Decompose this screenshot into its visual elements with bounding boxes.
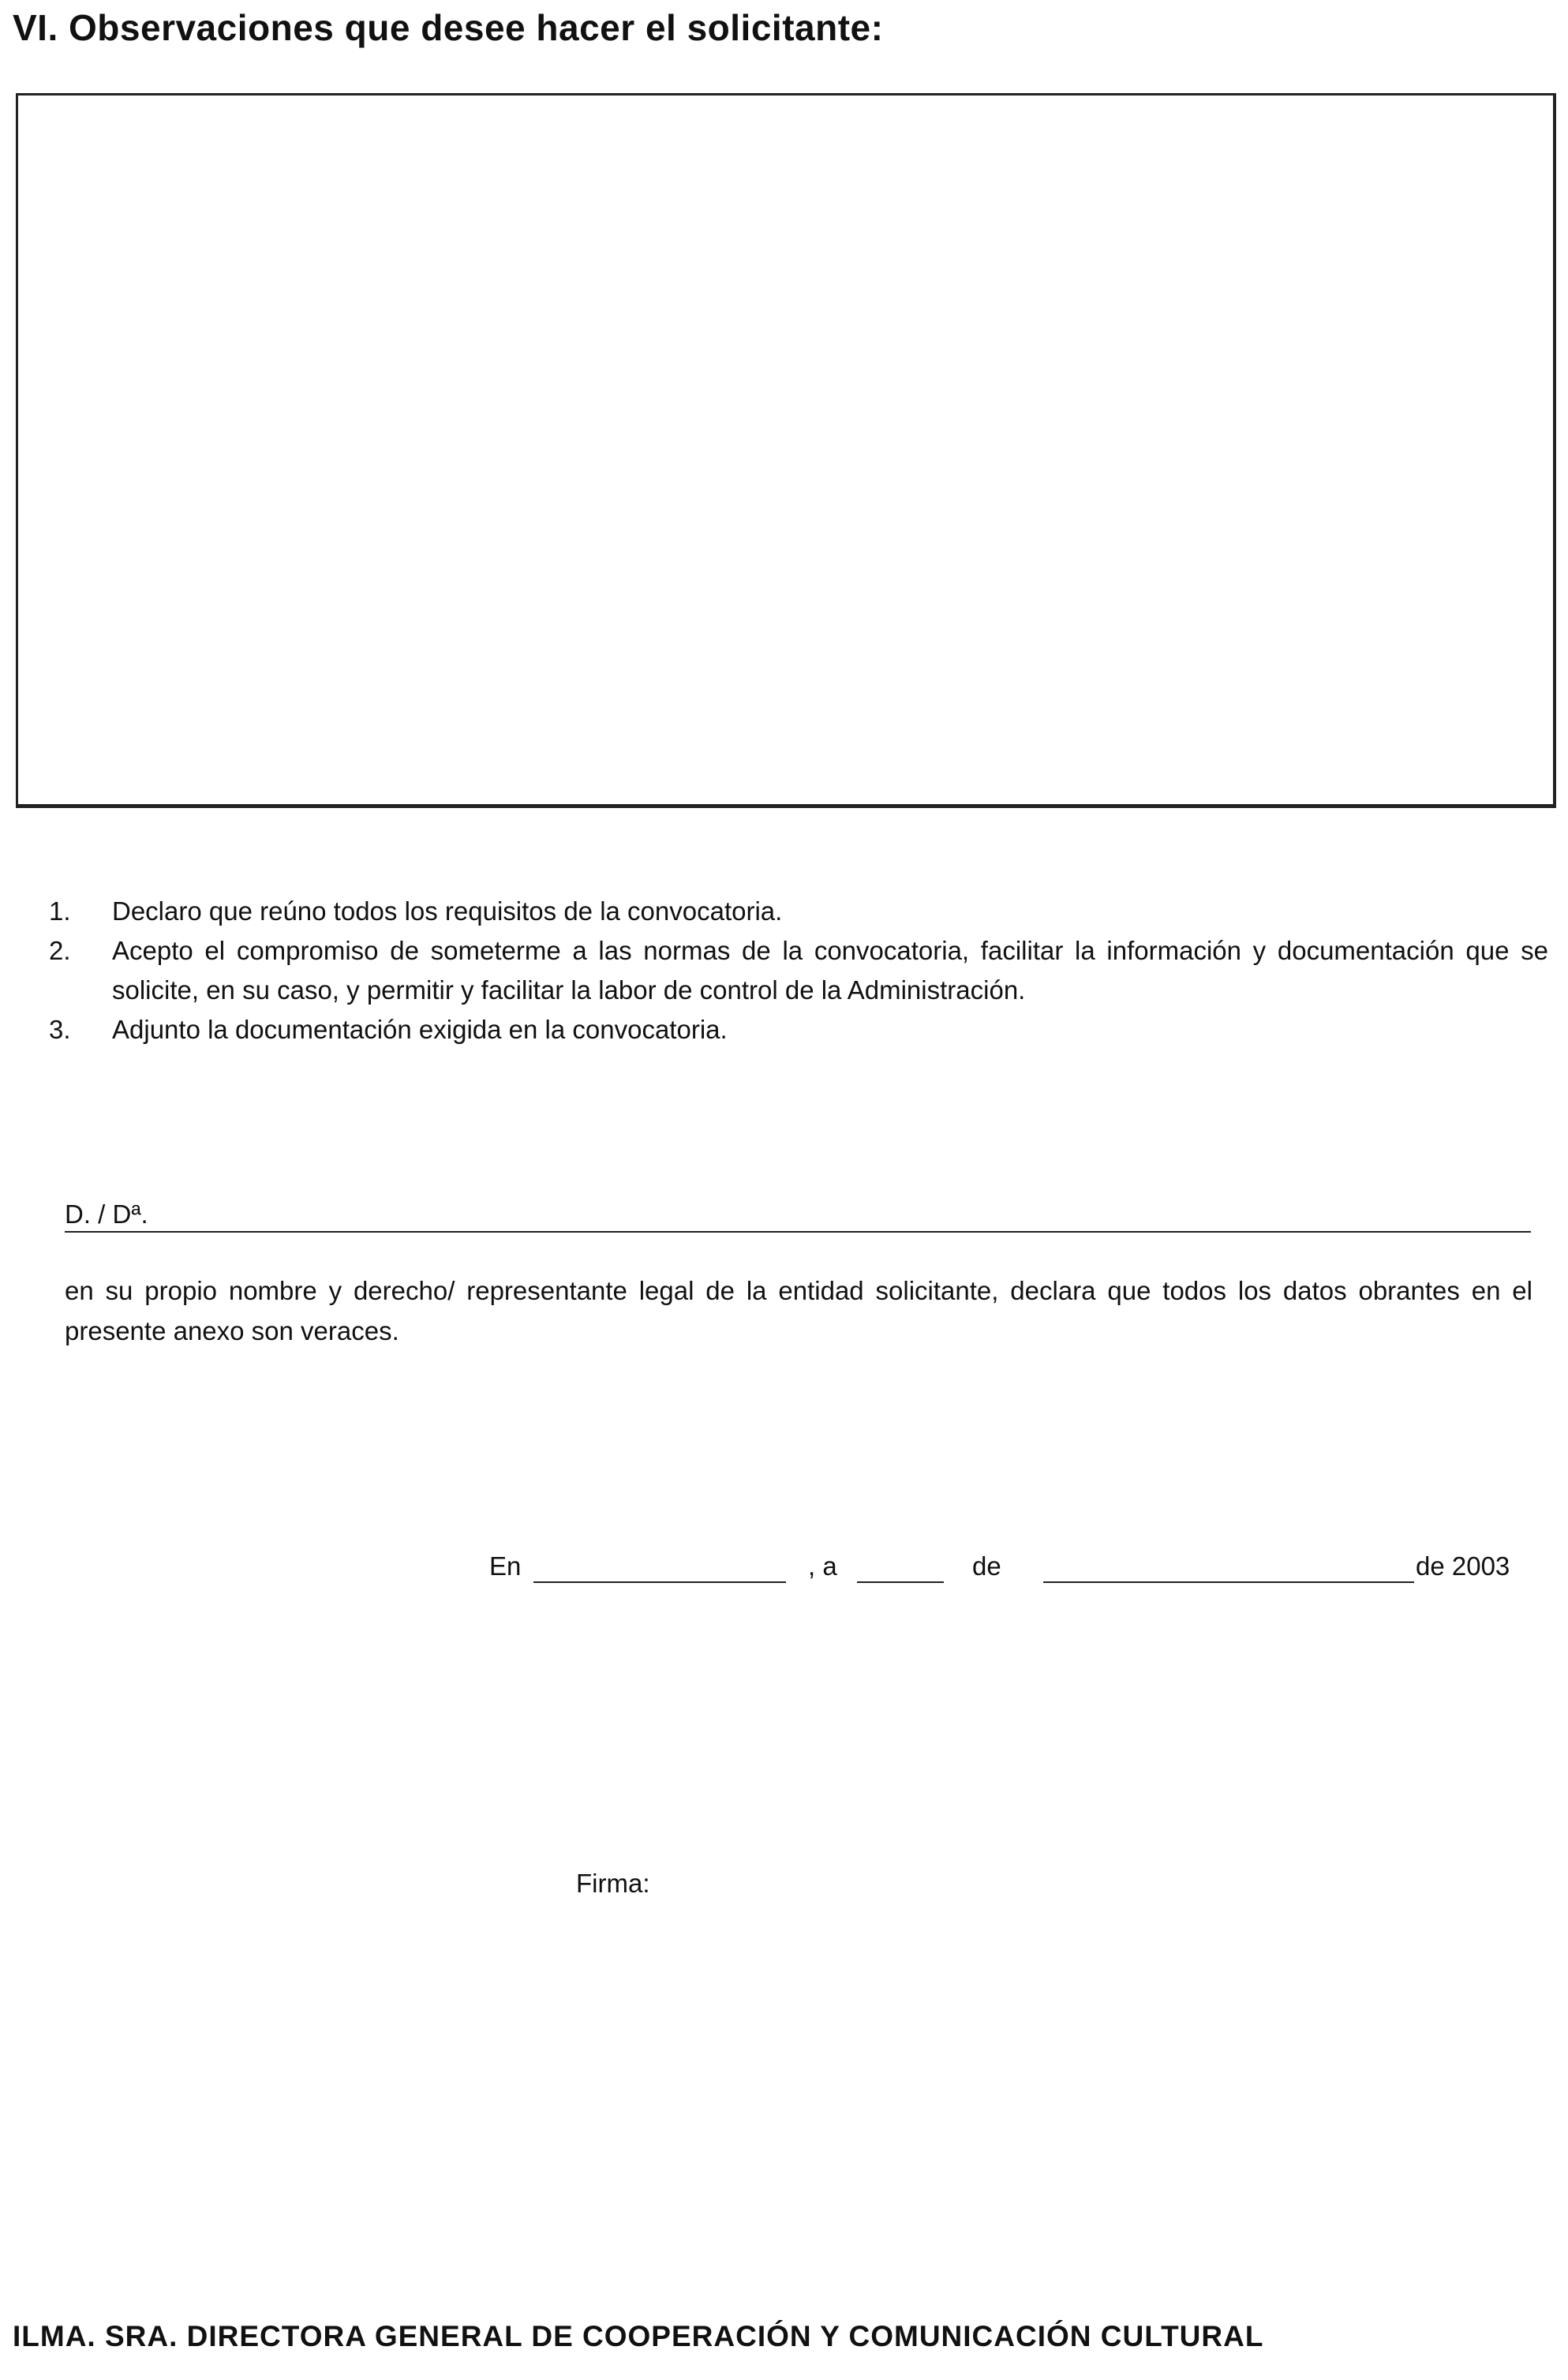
declaration-item-2 [49,931,1548,1010]
section-title: VI. Observaciones que desee hacer el solicitante: [13,7,884,48]
declaration-item-3 [49,1010,1548,1050]
month-label: de [972,1551,1001,1581]
year-label: de 2003 [1416,1551,1510,1581]
declarant-name-field[interactable] [65,1231,1531,1233]
day-label: , a [808,1551,837,1581]
declaration-text: Declaro que reúno todos los requisitos de la convocatoria. [112,896,783,926]
declaration-number: 2. [49,936,71,965]
declarant-statement: en su propio nombre y derecho/ representante legal de la entidad solicitante, declara que todos los datos obrantes en el presente anexo son veraces. [65,1276,1532,1345]
declaration-item-1 [49,892,1548,931]
month-field[interactable] [1043,1581,1414,1583]
place-field[interactable] [533,1581,786,1583]
declarations-list [49,892,1548,1050]
day-field[interactable] [857,1581,944,1583]
addressee: ILMA. SRA. DIRECTORA GENERAL DE COOPERACIÓN Y COMUNICACIÓN CULTURAL [13,2320,1264,2352]
place-label: En [489,1551,522,1581]
declaration-text: Acepto el compromiso de someterme a las normas de la convocatoria, facilitar la información y documentación que se solicite, en su caso, y permitir y facilitar la labor de control de la Administración. [112,936,1548,1005]
signature-label: Firma: [576,1869,650,1898]
declaration-number: 1. [49,896,71,926]
declarant-label: D. / Dª. [65,1199,148,1229]
observations-box[interactable] [16,93,1556,808]
declaration-number: 3. [49,1015,71,1044]
declaration-text: Adjunto la documentación exigida en la convocatoria. [112,1015,728,1044]
